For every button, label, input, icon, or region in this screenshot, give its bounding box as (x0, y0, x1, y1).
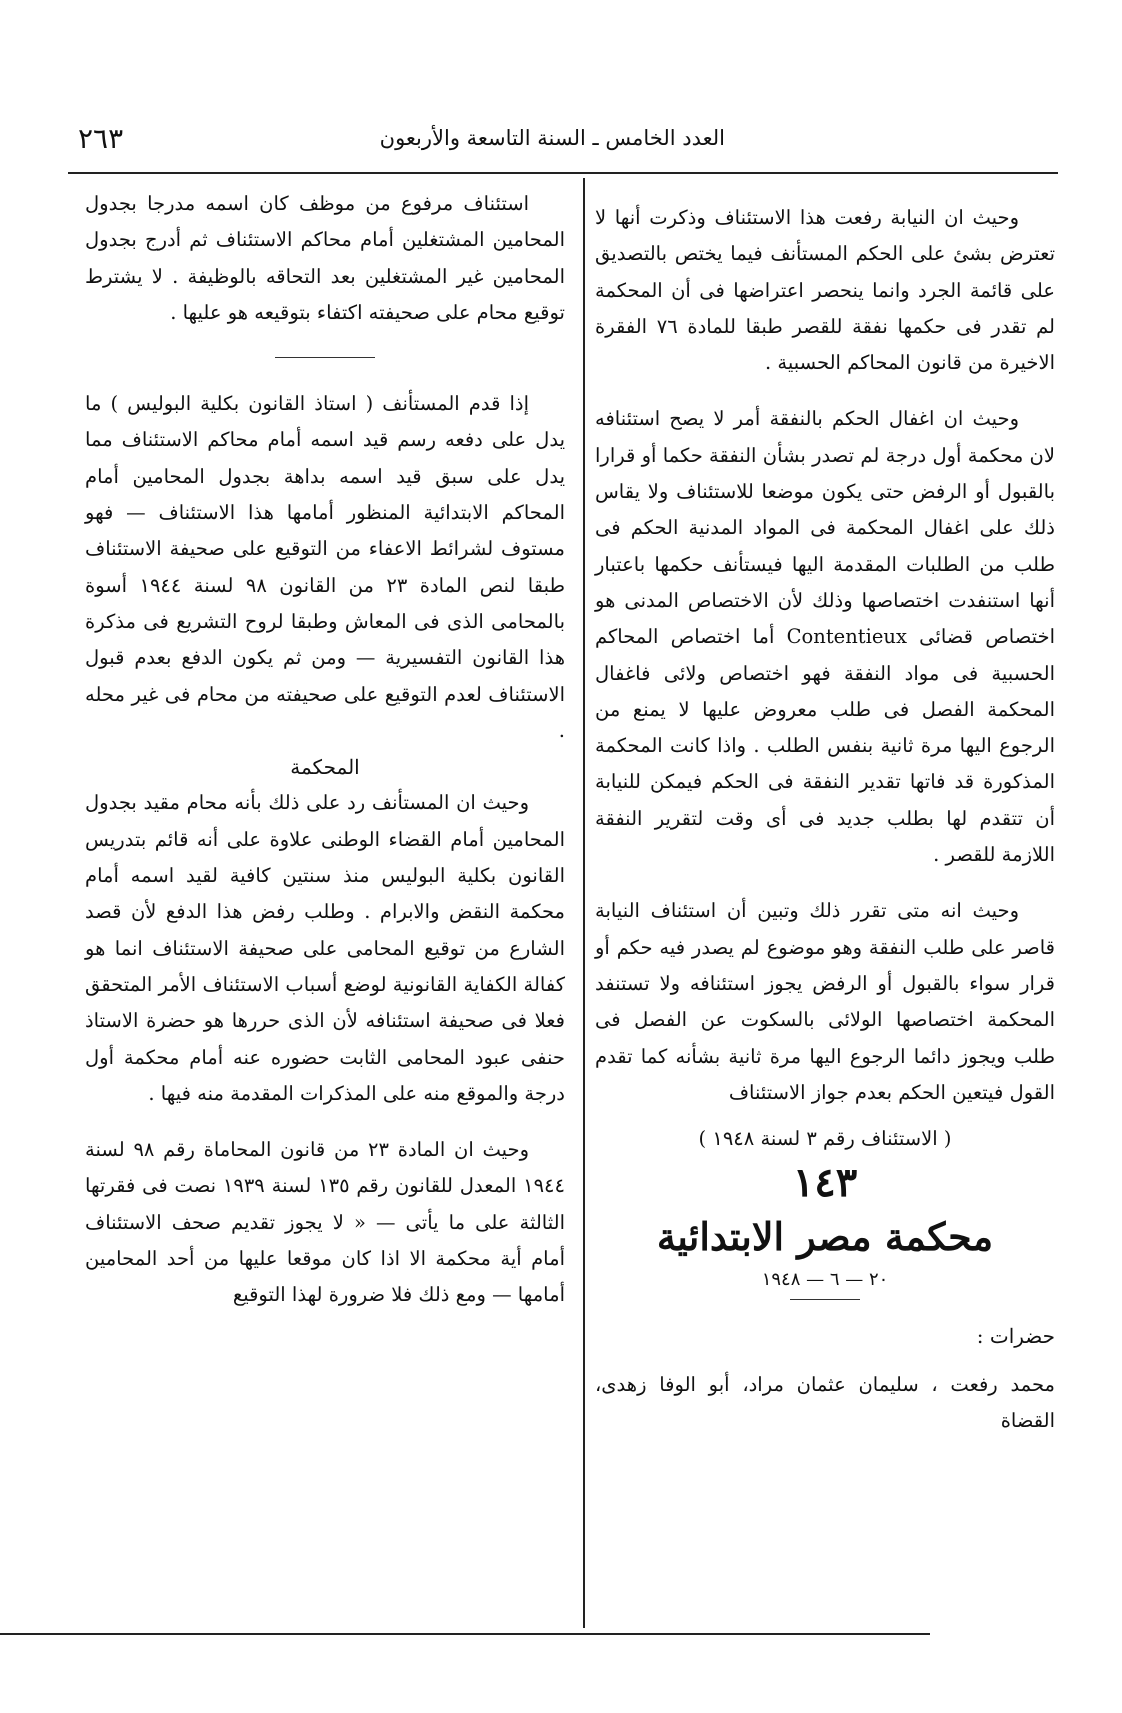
summary-divider (275, 357, 375, 358)
summary-2: إذا قدم المستأنف ( استاذ القانون بكلية البوليس ) ما يدل على دفعه رسم قيد اسمه أمام محاكم الاستئناف مما يدل على سبق قيد اسمه بداهة بجدول المحامين أمام المحاكم الابتدائية المنظور أمامها هذا الاستئناف — فهو مستوف لشرائط الاعفاء من التوقيع على صحيفة الاستئناف طبقا لنص المادة ٢٣ من القانون ٩٨ لسنة ١٩٤٤ أسوة بالمحامى الذى فى المعاش وطبقا لروح التشريع فى مذكرة هذا القانون التفسيرية — ومن ثم يكون الدفع بعدم قبول الاستئناف لعدم التوقيع على صحيفته من محام فى غير محله . (85, 392, 565, 742)
right-paragraph-2: وحيث ان اغفال الحكم بالنفقة أمر لا يصح استئنافه لان محكمة أول درجة لم تصدر بشأن النفقة حكما أو قرارا بالقبول أو الرفض حتى يكون موضعا للاستئناف ولا يقاس ذلك على اغفال المحكمة فى المواد المدنية الحكم فى طلب من الطلبات المقدمة اليها فيستأنف حكمها باعتبار أنها استنفدت اختصاصها وذلك لأن الاختصاص المدنى هو اختصاص قضائى Contentieux أما اختصاص المحاكم الحسبية فى مواد النفقة فهو اختصاص ولائى فاغفال المحكمة الفصل فى طلب معروض عليها لا يمنع من الرجوع اليها مرة ثانية بنفس الطلب . واذا كانت المحكمة المذكورة قد فاتها تقدير النفقة فى الحكم فيمكن للنيابة أن تتقدم لها بطلب جديد فى أى وقت لتقرير النفقة اللازمة للقصر . (595, 407, 1055, 867)
page-header (70, 118, 1055, 166)
judges-list: محمد رفعت ، سليمان عثمان مراد، أبو الوفا زهدى، القضاة (595, 1372, 1055, 1433)
column-divider (583, 178, 585, 1628)
court-date: ٢٠ — ٦ — ١٩٤٨ (761, 1269, 889, 1291)
case-citation: ( الاستئناف رقم ٣ لسنة ١٩٤٨ ) (698, 1127, 952, 1151)
right-paragraph-1: وحيث ان النيابة رفعت هذا الاستئناف وذكرت أنها لا تعترض بشئ على الحكم المستأنف فيما يختص بالتصديق على قائمة الجرد وانما ينحصر اعتراضها فى أن المحكمة لم تقدر فى حكمها نفقة للقصر طبقا للمادة ٧٦ الفقرة الاخيرة من قانون المحاكم الحسبية . (595, 206, 1055, 375)
left-paragraph-1: وحيث ان المستأنف رد على ذلك بأنه محام مقيد بجدول المحامين أمام القضاء الوطنى علاوة على أنه قائم بتدريس القانون بكلية البوليس منذ سنتين كافية لقيد اسمه أمام محكمة النقض والابرام . وطلب رفض هذا الدفع لأن قصد الشارع من توقيع المحامى على صحيفة الاستئناف انما هو كفالة الكفاية القانونية لوضع أسباب الاستئناف الأمر المتحقق فعلا فى صحيفة استئنافه لأن الذى حررها هو حضرة الاستاذ حنفى عبود المحامى الثابت حضوره عنه أمام محكمة أول درجة والموقع منه على المذكرات المقدمة منه فيها . (85, 791, 565, 1105)
footer-rule (0, 1633, 930, 1635)
right-column (595, 200, 1055, 1439)
case-number: ١٤٣ (792, 1159, 858, 1207)
page-number: ٢٦٣ (78, 122, 124, 155)
left-column (85, 186, 565, 1314)
presence-label: حضرات : (976, 1324, 1055, 1349)
right-paragraph-3: وحيث انه متى تقرر ذلك وتبين أن استئناف النيابة قاصر على طلب النفقة وهو موضوع لم يصدر فيه حكم أو قرار سواء بالقبول أو الرفض يجوز استئنافه ولا تستنفد المحكمة اختصاصها الولائى بالسكوت عن الفصل فى طلب ويجوز دائما الرجوع اليها مرة ثانية بشأنه كما تقدم القول فيتعين الحكم بعدم جواز الاستئناف (595, 899, 1055, 1104)
court-name: محكمة مصر الابتدائية (656, 1214, 994, 1260)
left-paragraph-2: وحيث ان المادة ٢٣ من قانون المحاماة رقم ٩٨ لسنة ١٩٤٤ المعدل للقانون رقم ١٣٥ لسنة ١٩٣٩ نصت فى فقرتها الثالثة على ما يأتى — « لا يجوز تقديم صحف الاستئناف أمام أية محكمة الا اذا كان موقعا عليها من أحد المحامين أمامها — ومع ذلك فلا ضرورة لهذا التوقيع (85, 1138, 565, 1307)
section-heading: المحكمة (290, 755, 360, 780)
running-title: العدد الخامس ـ السنة التاسعة والأربعون (379, 126, 725, 150)
header-rule (68, 172, 1058, 174)
summary-1: استئناف مرفوع من موظف كان اسمه مدرجا بجدول المحامين المشتغلين أمام محاكم الاستئناف ثم أدرج بجدول المحامين غير المشتغلين بعد التحاقه بالوظيفة . لا يشترط توقيع محام على صحيفته اكتفاء بتوقيعه هو عليها . (85, 192, 565, 324)
date-divider (790, 1299, 860, 1300)
